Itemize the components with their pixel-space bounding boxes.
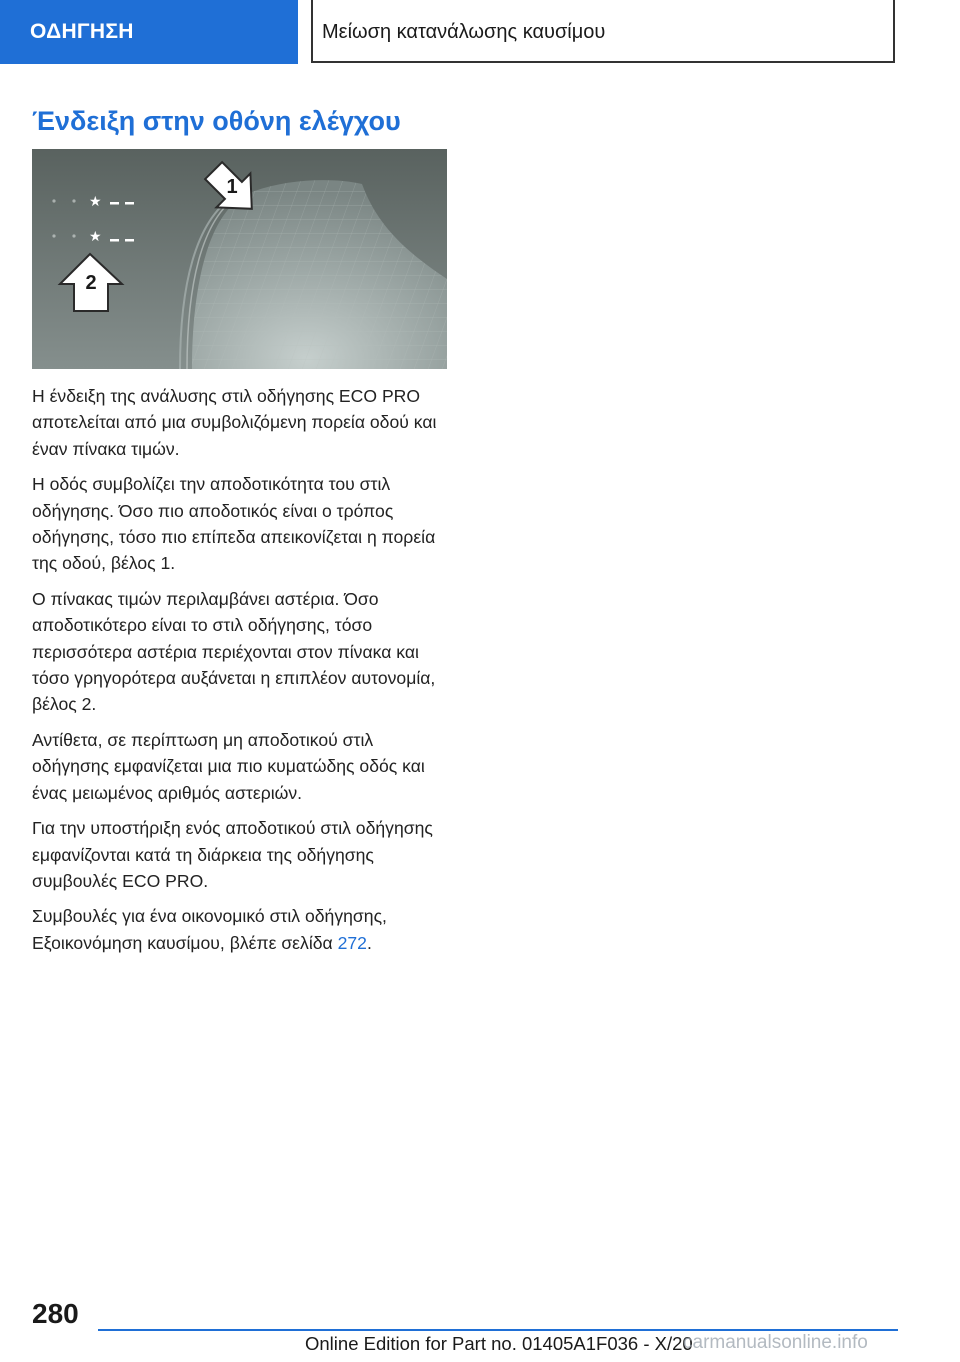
reference-period: . [366,932,372,953]
section-title: Ένδειξη στην οθόνη ελέγχου [32,106,401,136]
rating-dot [52,234,55,237]
body-text [32,383,452,965]
rating-dash [110,202,119,205]
footer-rule [98,1329,898,1331]
paragraph: Ο πίνακας τιμών περιλαμβάνει αστέρια. Όσο αποδοτικότερο είναι το στιλ οδήγησης, τόσο περισσότερα αστέρια περιέχονται στον πίνακα και τόσο γρηγορότερα αυξάνεται η επιπλέον αυτονομία, βέλος 2. [32,588,436,715]
paragraph: Η οδός συμβολίζει την αποδοτικότητα του στιλ οδήγησης. Όσο πιο αποδοτικός είναι ο τρόπος οδήγησης, τόσο πιο επίπεδα απεικονίζεται η πορεία της οδού, βέλος 1. [32,474,436,574]
callout-label-2: 2 [85,272,97,294]
page-number: 280 [32,1298,79,1329]
paragraph: Η ένδειξη της ανάλυσης στιλ οδήγησης ECO PRO αποτελείται από μια συμβολιζόμενη πορεία οδού και έναν πίνακα τιμών. [32,386,437,459]
star-icon: ★ [89,229,102,245]
watermark: carmanualsonline.info [683,1332,868,1353]
paragraph: Αντίθετα, σε περίπτωση μη αποδοτικού στιλ οδήγησης εμφανίζεται μια πιο κυματώδης οδός και ένας μειωμένος αριθμός αστεριών. [32,729,425,803]
rating-dash [110,239,119,242]
star-icon: ★ [89,194,102,210]
rating-dot [52,199,55,202]
reference-text: Συμβουλές για ένα οικονομικό στιλ οδήγησης, Εξοικονόμηση καυσίμου, βλέπε σελίδα [32,906,387,953]
rating-dash [125,202,134,205]
page-reference-link[interactable]: 272 [337,932,367,953]
paragraph: Για την υποστήριξη ενός αποδοτικού στιλ οδήγησης εμφανίζονται κατά τη διάρκεια της οδήγησης συμβουλές ECO PRO. [32,818,433,891]
footer-edition: Online Edition for Part no. 01405A1F036 - X/20 [305,1333,693,1354]
eco-pro-display-figure [32,149,447,369]
rating-dot [72,199,75,202]
header-section-tab: ΟΔΗΓΗΣΗ [0,0,298,64]
header-chapter-title: Μείωση κατανάλωσης καυσίμου [322,21,606,43]
rating-dot [72,234,75,237]
paragraph-reference [32,903,452,956]
rating-dash [125,239,134,242]
callout-label-1: 1 [226,176,238,198]
